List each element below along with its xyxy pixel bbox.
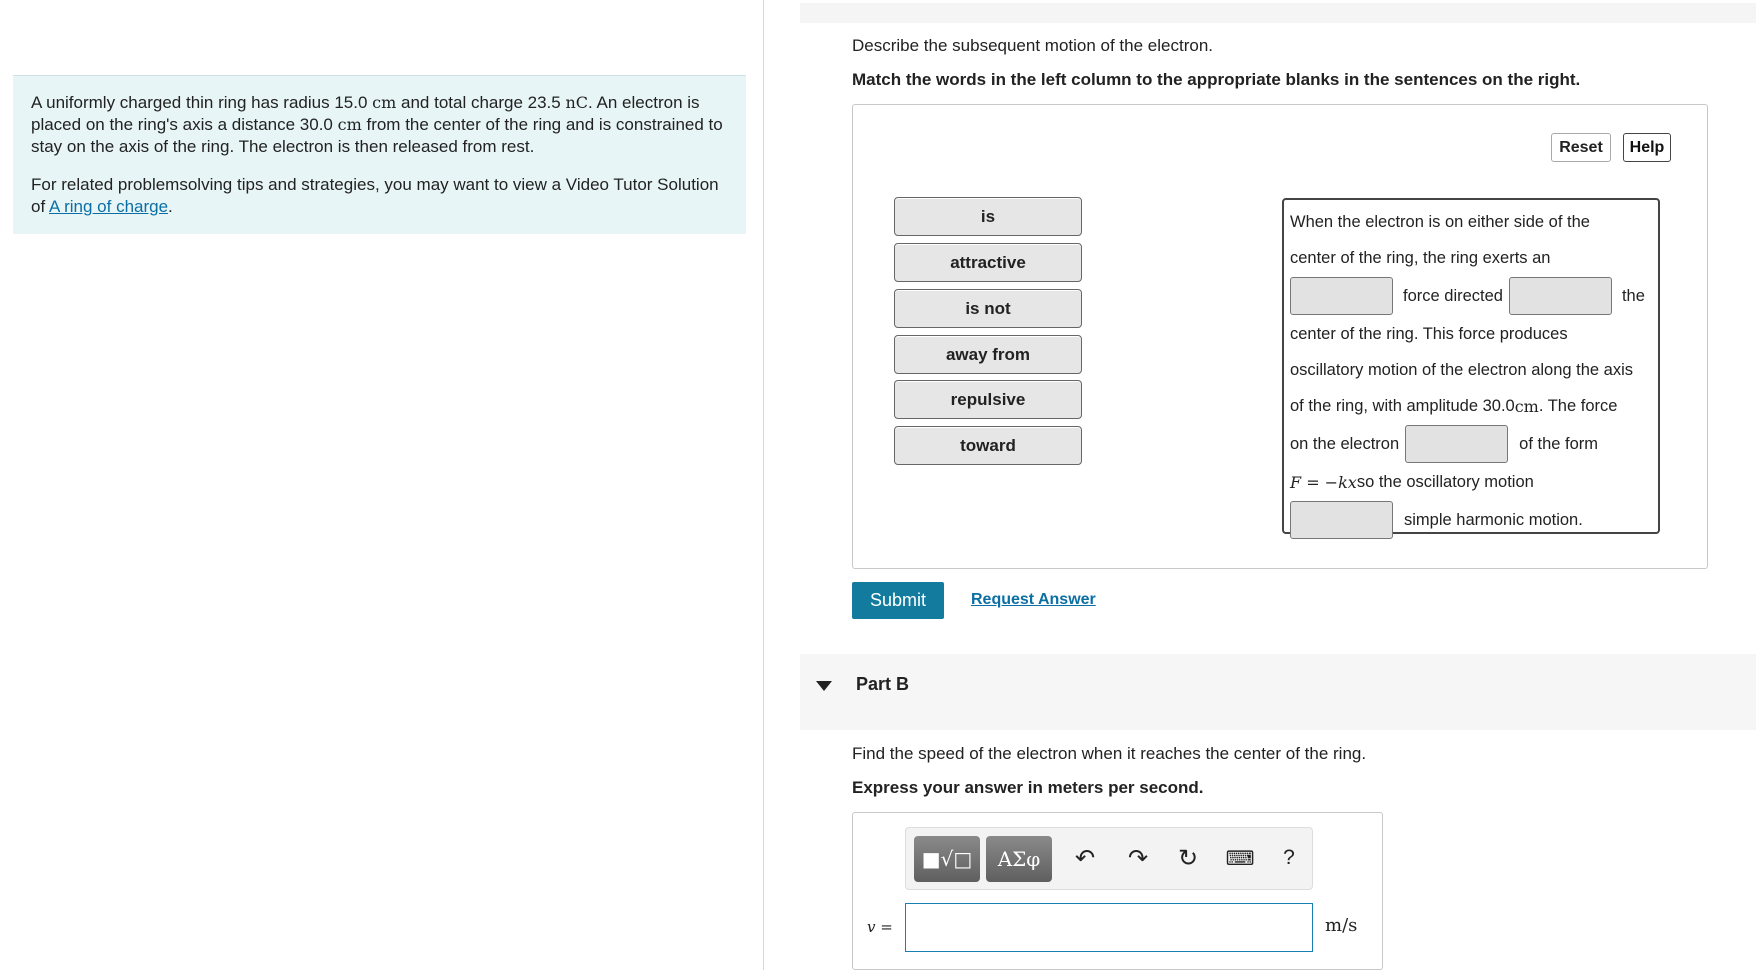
unit-label: m/s [1325, 915, 1358, 936]
word-tile-is-not[interactable]: is not [894, 289, 1082, 328]
keyboard-icon[interactable]: ⌨ [1225, 847, 1255, 870]
help-button[interactable]: Help [1623, 133, 1671, 162]
greek-symbols-button[interactable]: ΑΣφ [986, 836, 1052, 882]
reset-icon[interactable]: ↻ [1177, 844, 1199, 872]
templates-button[interactable]: ■√□ [914, 836, 980, 882]
blank-1[interactable] [1290, 277, 1393, 315]
word-tile-repulsive[interactable]: repulsive [894, 380, 1082, 419]
text: simple harmonic motion. [1404, 510, 1583, 529]
word-tile-is[interactable]: is [894, 197, 1082, 236]
text: the [1621, 286, 1645, 305]
video-tutor-link[interactable]: A ring of charge [48, 197, 169, 216]
sentence-line [1290, 240, 1652, 276]
word-tile-toward[interactable]: toward [894, 426, 1082, 465]
help-icon[interactable]: ? [1283, 846, 1295, 869]
part-b-instruction: Express your answer in meters per second. [852, 778, 1204, 797]
sentence-line [1290, 388, 1652, 424]
redo-icon[interactable]: ↷ [1127, 844, 1149, 872]
sentence-box [1282, 198, 1660, 534]
request-answer-link[interactable]: Request Answer [971, 591, 1096, 608]
text: oscillatory motion of the electron along the axis [1290, 360, 1634, 379]
text: from the center of the ring and is constrained to stay on the axis of the ring. The electron is then released from rest. [31, 115, 723, 156]
unit: nC [565, 93, 589, 112]
part-b-title: Part B [856, 674, 910, 694]
part-a-question: Describe the subsequent motion of the electron. [852, 36, 1213, 55]
problem-statement [13, 75, 746, 234]
video-tutor-text [31, 174, 728, 218]
sentence-line [1290, 464, 1652, 500]
part-b-header[interactable] [800, 654, 1756, 730]
sentence-line [1290, 500, 1652, 540]
unit: cm [337, 115, 362, 134]
text: . The force [1538, 396, 1618, 415]
answer-input[interactable] [905, 903, 1313, 952]
text: When the electron is on either side of the [1290, 212, 1590, 231]
unit: cm [1514, 396, 1539, 416]
sentence-line [1290, 204, 1652, 240]
text: For related problemsolving tips and strategies, you may want to view a Video Tutor Solution of [31, 175, 719, 216]
text: . [168, 197, 173, 216]
problem-text [31, 92, 728, 158]
collapse-triangle-icon[interactable] [816, 681, 832, 691]
sentence-line [1290, 276, 1652, 316]
word-tile-away-from[interactable]: away from [894, 335, 1082, 374]
part-b-question: Find the speed of the electron when it reaches the center of the ring. [852, 744, 1367, 763]
part-a-header-bar [800, 3, 1756, 23]
submit-button[interactable]: Submit [852, 582, 944, 619]
text: center of the ring. This force produces [1290, 324, 1568, 343]
variable-label: v = [867, 918, 893, 936]
unit: cm [372, 93, 397, 112]
blank-3[interactable] [1405, 425, 1508, 463]
undo-icon[interactable]: ↶ [1074, 844, 1096, 872]
text: A uniformly charged thin ring has radius 15.0 [31, 93, 373, 112]
blank-4[interactable] [1290, 501, 1393, 539]
math-toolbar [905, 827, 1313, 890]
text: of the form [1519, 434, 1599, 453]
text: force directed [1403, 286, 1503, 305]
text: of the ring, with amplitude 30.0 [1290, 396, 1515, 415]
sentence-line [1290, 316, 1652, 352]
text: center of the ring, the ring exerts an [1290, 248, 1551, 267]
text: . An electron is placed on the ring's axis a distance 30.0 [31, 93, 700, 134]
sentence-line [1290, 352, 1652, 388]
reset-button[interactable]: Reset [1551, 133, 1611, 162]
text: on the electron [1290, 434, 1400, 453]
text: and total charge 23.5 [396, 93, 566, 112]
pane-divider [763, 0, 764, 970]
text: so the oscillatory motion [1356, 472, 1534, 491]
formula: F = −kx [1290, 472, 1357, 492]
sentence-line [1290, 424, 1652, 464]
word-tile-attractive[interactable]: attractive [894, 243, 1082, 282]
blank-2[interactable] [1509, 277, 1612, 315]
part-a-instruction: Match the words in the left column to the appropriate blanks in the sentences on the right. [852, 70, 1581, 89]
